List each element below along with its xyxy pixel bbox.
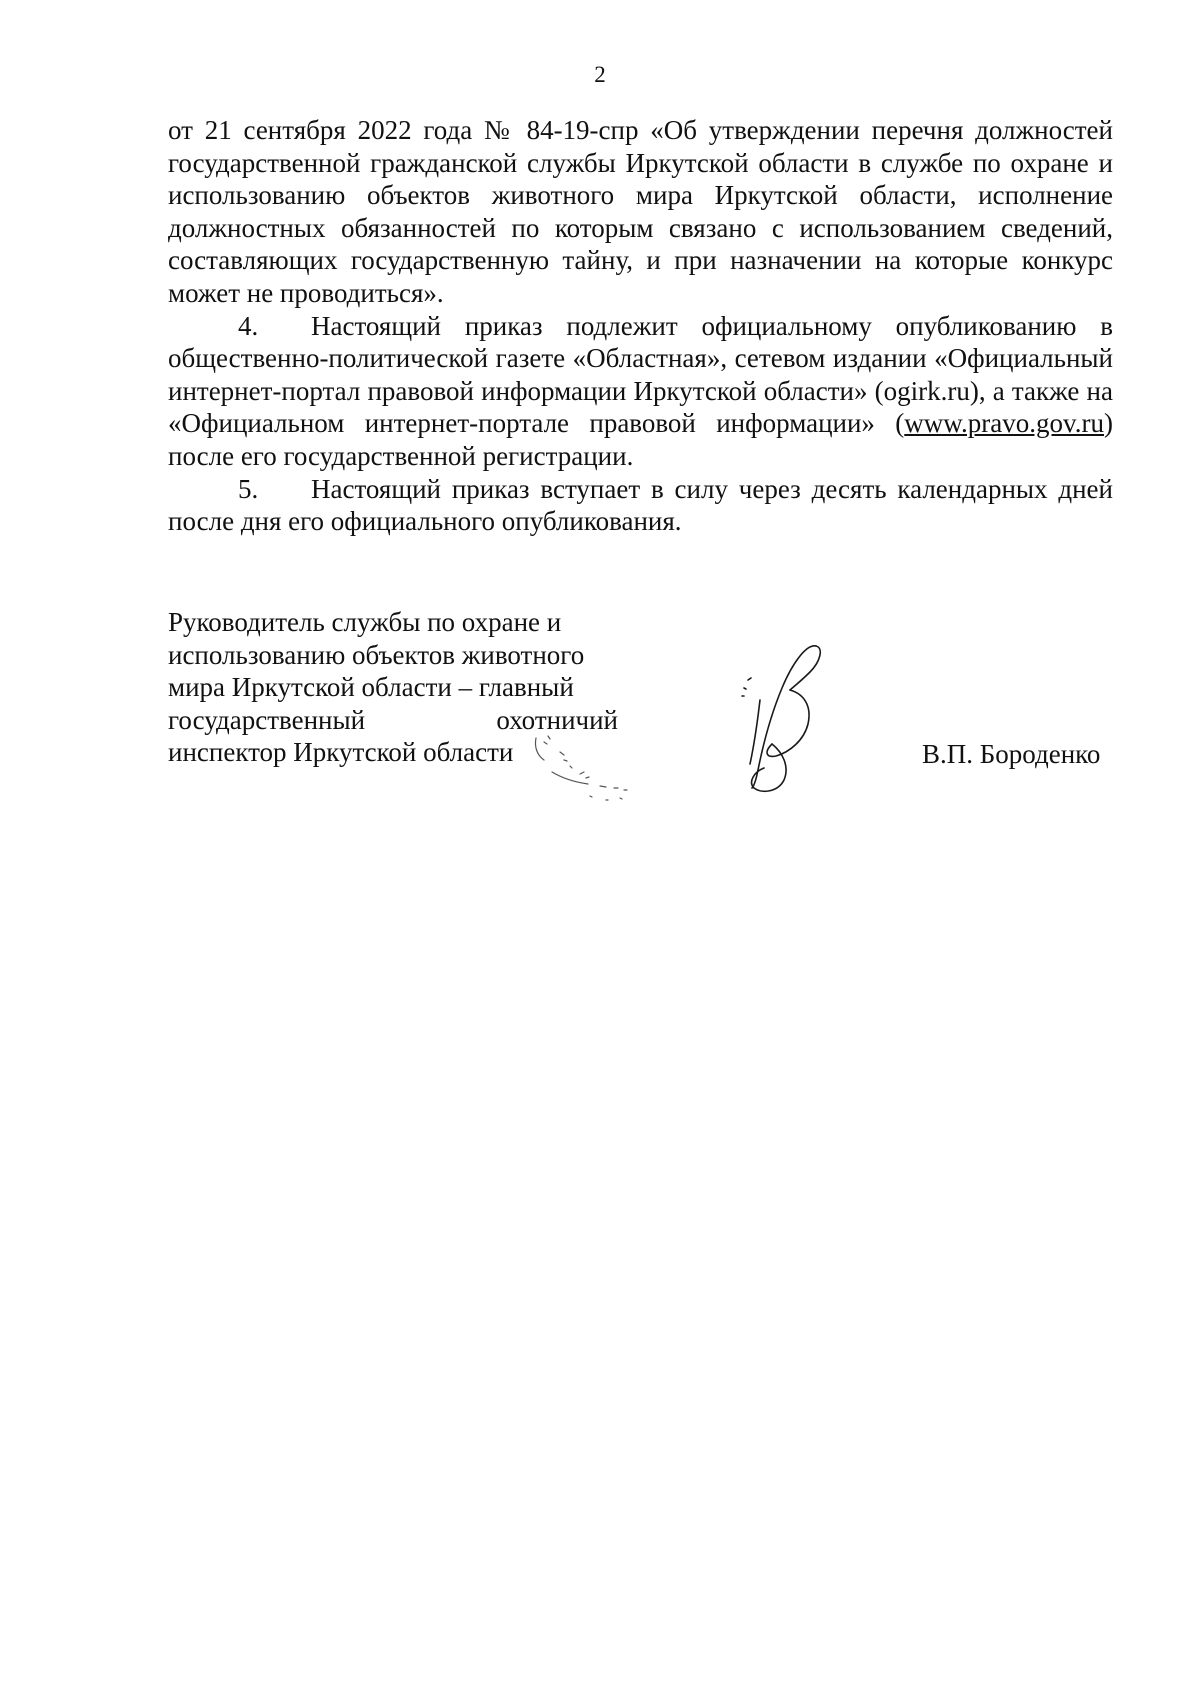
paragraph-continuation: от 21 сентября 2022 года № 84-19-спр «Об утверждении перечня должностей государственной гражданской службы Иркутской области в службе по охране и использованию объектов животного мира Иркутской области, исполнение должностных обязанностей по которым связано с использованием сведений, составляющих государственную тайну, и при назначении на которые конкурс может не проводиться». (168, 115, 1113, 308)
paragraph-item-4 (168, 310, 1113, 473)
paragraph-item-5 (168, 473, 1113, 538)
item-4-text: Настоящий приказ подлежит официальному опубликованию в общественно-политической газете «Областная», сетевом издании «Официальный интернет-портал правовой информации Иркутской области» (ogirk.ru), а также на «Официальном интернет-портале правовой информации» ( (168, 310, 1113, 439)
position-line-1: Руководитель службы по охране и (168, 607, 562, 637)
handwritten-signature (720, 640, 850, 800)
position-line-4-left: государственный (168, 704, 366, 735)
item-number: 4. (238, 310, 259, 341)
position-line-2: использованию объектов животного (168, 639, 585, 670)
position-line-3: мира Иркутской области – главный (168, 672, 574, 703)
stamp-remnant-icon (530, 730, 680, 830)
document-body (168, 114, 1113, 538)
pravo-gov-link[interactable]: www.pravo.gov.ru (904, 408, 1104, 439)
position-line-5: инспектор Иркутской области (168, 737, 514, 768)
signer-name: В.П. Бороденко (922, 739, 1101, 769)
item-5-text: Настоящий приказ вступает в силу через десять календарных дней после дня его официального опубликования. (168, 473, 1113, 537)
item-number: 5. (238, 473, 259, 504)
page-number: 2 (594, 62, 606, 87)
position-line-4-right: охотничий (496, 704, 618, 735)
item-4-text-end: ) после его государственной регистрации. (168, 408, 1113, 471)
